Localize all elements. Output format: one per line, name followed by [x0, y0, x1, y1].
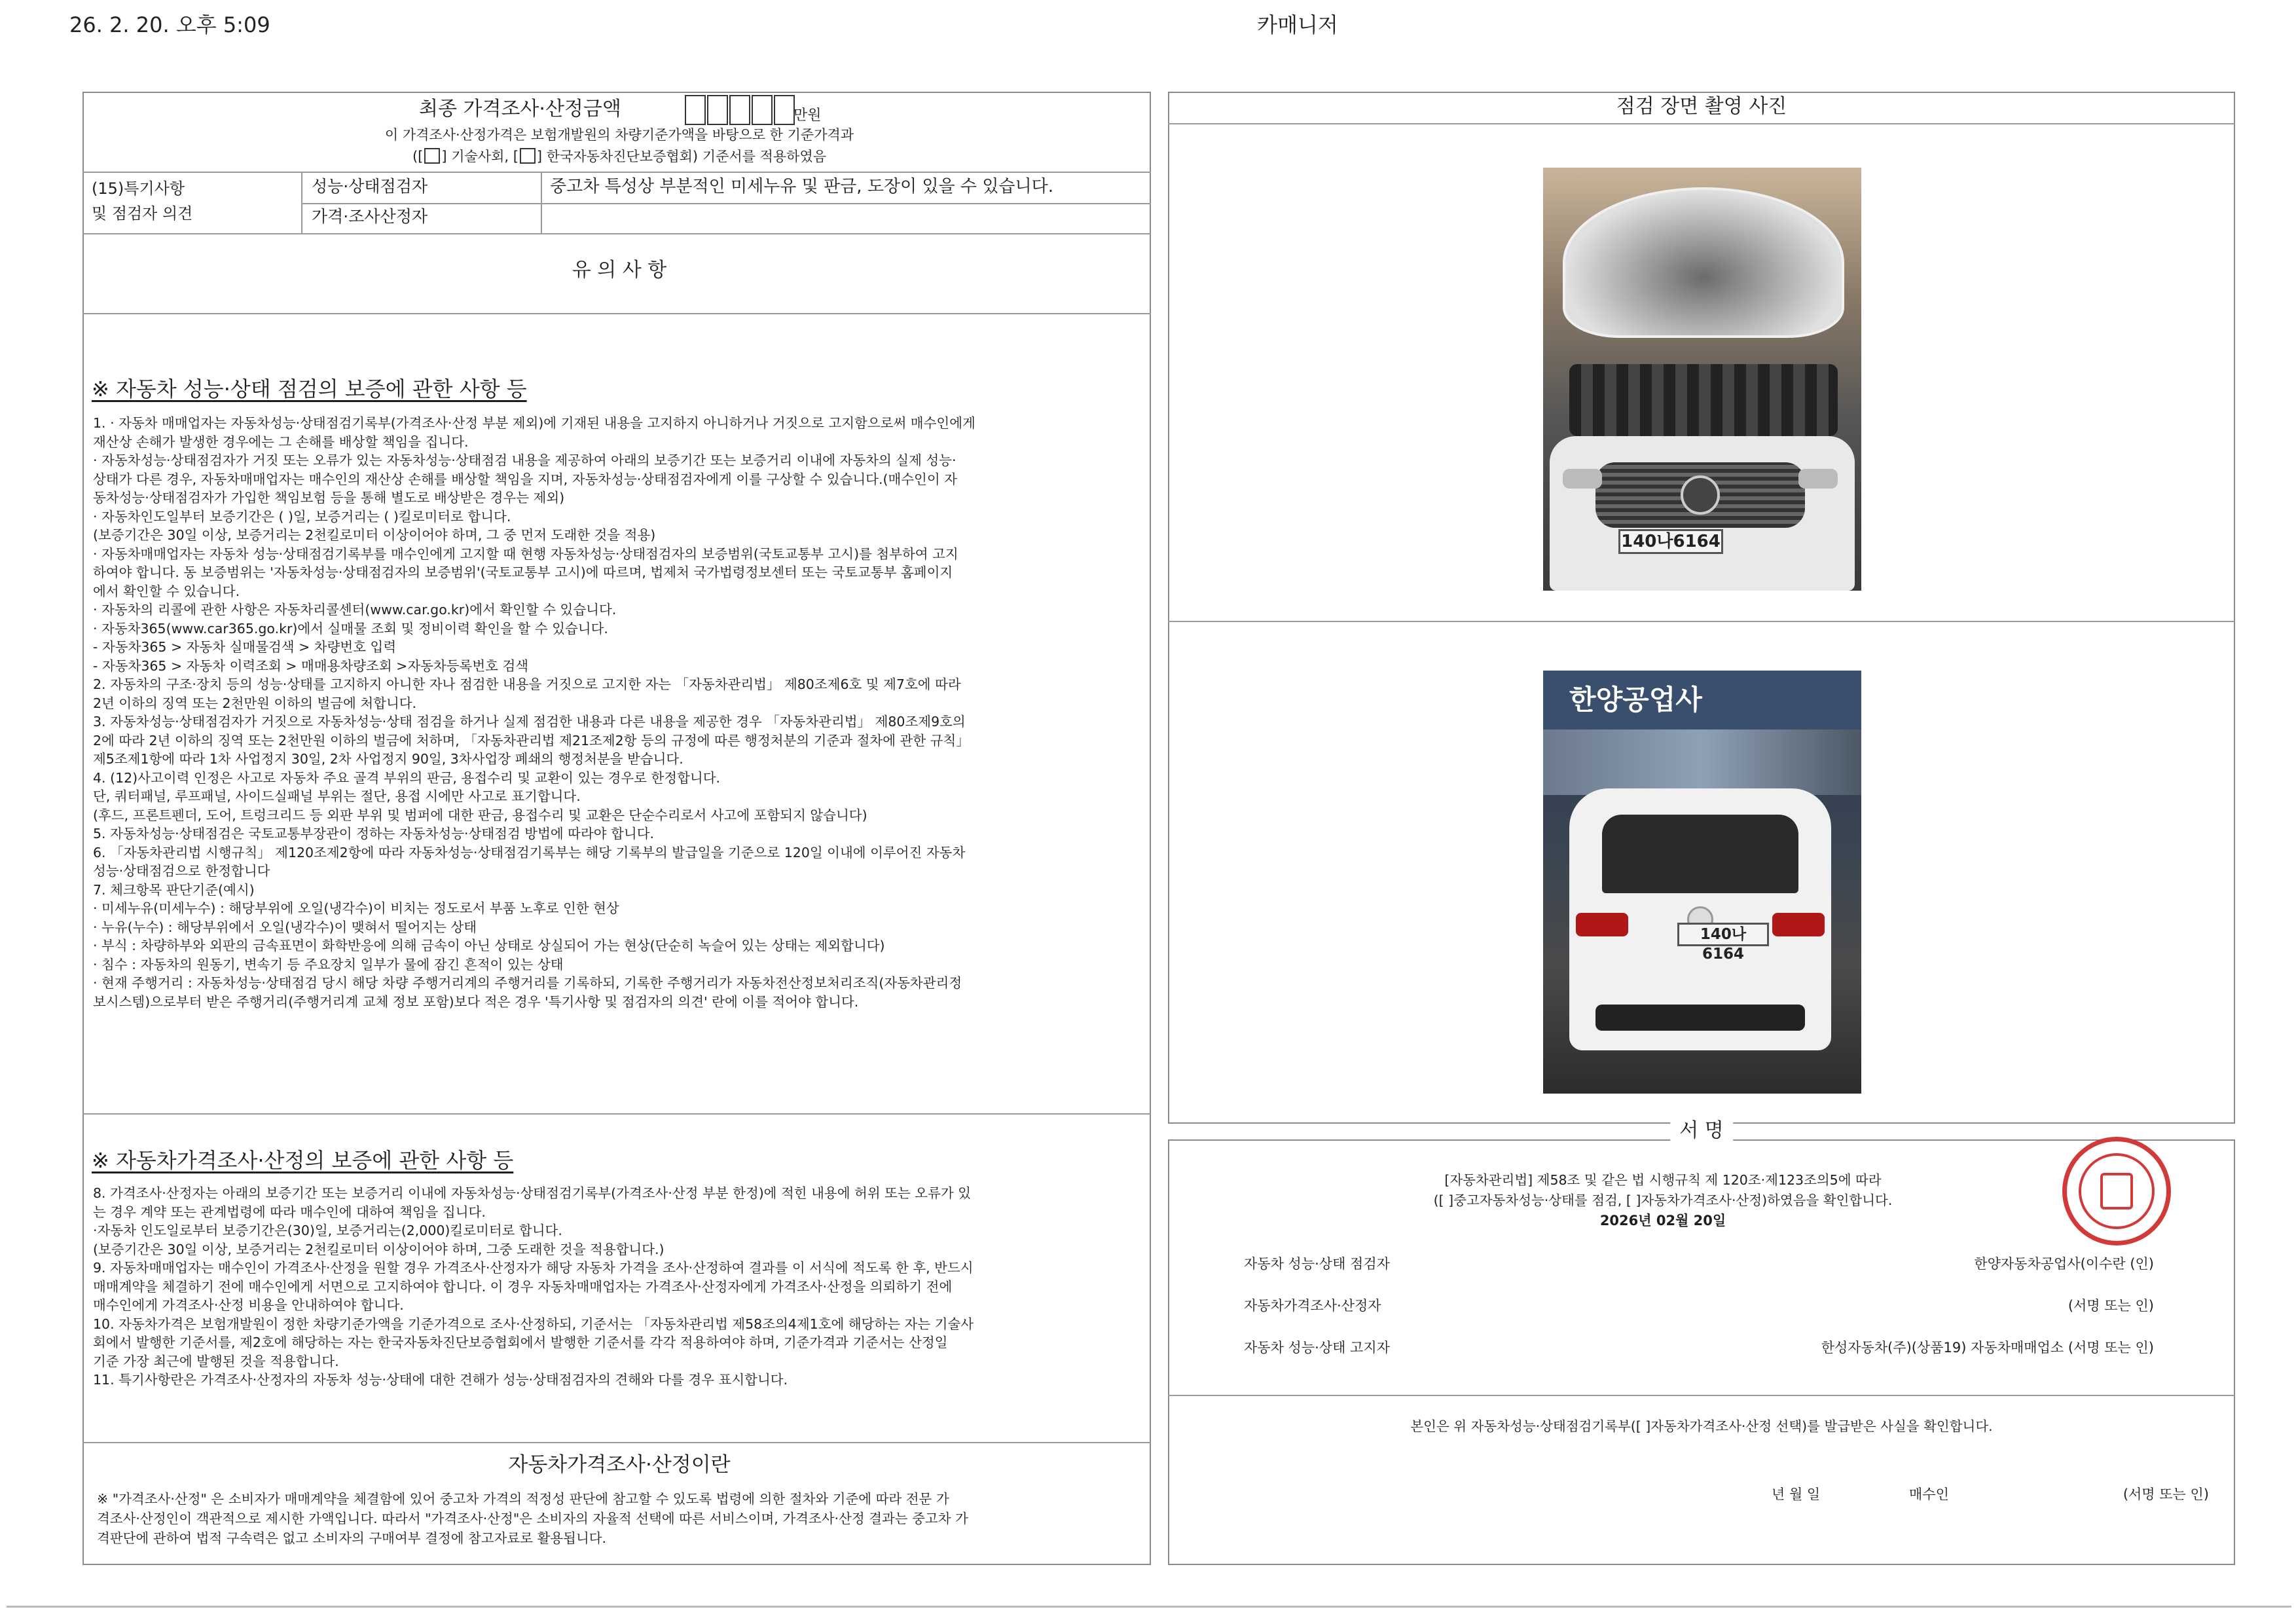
price-definition-text — [97, 1489, 1144, 1548]
headlight-right — [1798, 469, 1838, 489]
notice-line: 단, 쿼터패널, 루프패널, 사이드실패널 부위는 절단, 용접 시에만 사고로 표기합니다. — [93, 788, 581, 804]
notifier-signature: 한성자동차(주)(상품19) 자동차매매업소 (서명 또는 인) — [1821, 1340, 2154, 1356]
price-digit-box — [685, 95, 706, 125]
divider — [301, 203, 1151, 204]
section-price-list — [93, 1184, 1140, 1390]
notice-line: · 부식 : 차량하부와 외판의 금속표면이 화학반응에 의해 금속이 아닌 상태로 상실되어 가는 현상(단순히 녹슬어 있는 상태는 제외합니다) — [93, 938, 885, 953]
inspector-role: 성능·상태점검자 — [312, 177, 428, 196]
section-performance-list — [93, 414, 1140, 1011]
law-statement-1: [자동차관리법] 제58조 및 같은 법 시행규칙 제 120조·제123조의5에 따라 — [1444, 1172, 1882, 1188]
checkbox — [520, 148, 536, 164]
notice-line: 2에 따라 2년 이하의 징역 또는 2천만원 이하의 벌금에 처하며, 「자동차관리법 제21조제2항 등의 규정에 따른 행정처분의 기준과 절차에 관한 규칙」 — [93, 732, 970, 748]
price-digit-box — [707, 95, 728, 125]
price-definition-title: 자동차가격조사·산정이란 — [508, 1453, 731, 1477]
notice-line: 1. · 자동차 매매업자는 자동차성능·상태점검기록부(가격조사·산정 부분 제외)에 기재된 내용을 고지하지 아니하거나 거짓으로 고지함으로써 매수인에게 — [93, 415, 975, 431]
notice-line: (보증기간은 30일 이상, 보증거리는 2천킬로미터 이상이어야 하며, 그중 도래한 것을 적용합니다.) — [93, 1241, 665, 1257]
special-notes-label: (15)특기사항 — [92, 179, 185, 198]
divider — [82, 233, 1151, 234]
page-title: 카매니저 — [1257, 12, 1338, 37]
notice-line: 6. 「자동차관리법 시행규칙」 제120조제2항에 따라 자동차성능·상태점검기록부는 해당 기록부의 발급일을 기준으로 120일 이내에 이루어진 자동차 — [93, 844, 966, 860]
divider — [541, 172, 542, 233]
open-hood — [1563, 187, 1844, 338]
notice-line: · 누유(누수) : 해당부위에서 오일(냉각수)이 맺혀서 떨어지는 상태 — [93, 919, 477, 935]
notice-line: · 자동차매매업자는 자동차 성능·상태점검기록부를 매수인에게 고지할 때 현행 자동차성능·상태점검자의 보증범위(국토교통부 고시)를 첨부하여 고지 — [93, 545, 958, 562]
notice-line: 제5조제1항에 따라 1차 사업정지 30일, 2차 사업정지 90일, 3차사업장 폐쇄의 행정처분을 받습니다. — [93, 751, 683, 767]
engine-bay — [1569, 364, 1838, 436]
price-basis-text: 이 가격조사·산정가격은 보험개발원의 차량기준가액을 바탕으로 한 기준가격과 — [384, 127, 854, 143]
seal-stamp-icon — [2062, 1137, 2171, 1246]
notice-line: 5. 자동차성능·상태점검은 국토교통부장관이 정하는 자동차성능·상태점검 방법에 따라야 합니다. — [93, 826, 655, 841]
divider — [1168, 123, 2235, 124]
inspector-signature: 한양자동차공업사(이수란 (인) — [1974, 1256, 2154, 1272]
notice-line: 9. 자동차매매업자는 매수인이 가격조사·산정을 원할 경우 가격조사·산정자가 해당 자동차 가격을 조사·산정하여 결과를 이 서식에 적도록 한 후, 반드시 — [93, 1260, 974, 1276]
notice-title: 유 의 사 항 — [572, 259, 667, 282]
license-plate: 140나6164 — [1618, 529, 1723, 554]
car-rear — [1569, 788, 1831, 1050]
notice-line: · 현재 주행거리 : 자동차성능·상태점검 당시 해당 차량 주행거리계의 주행거리를 기록하되, 기록한 주행거리가 자동차전산정보처리조직(자동차관리정 — [93, 975, 962, 991]
price-digit-box — [752, 95, 773, 125]
notice-line: 회에서 발행한 기준서를, 제2호에 해당하는 자는 한국자동차진단보증협회에서 발행한 기준서를 각각 적용하여야 하며, 기준가격과 기준서는 산정일 — [93, 1335, 948, 1350]
appraiser-label: 자동차가격조사·산정자 — [1244, 1298, 1381, 1314]
divider — [82, 313, 1151, 314]
rear-bumper — [1595, 1005, 1805, 1031]
notice-line: 7. 체크항목 판단기준(예시) — [93, 881, 255, 898]
law-statement-2: ([ ]중고자동차성능·상태를 점검, [ ]자동차가격조사·산정)하였음을 확인합니다. — [1433, 1192, 1893, 1208]
buyer-label: 매수인 — [1909, 1486, 1949, 1502]
shop-sign: 한양공업사 — [1569, 684, 1702, 716]
notice-line: (후드, 프론트펜더, 도어, 트렁크리드 등 외판 부위 및 범퍼에 대한 판금, 용접수리 및 교환은 단순수리로서 사고에 포함되지 않습니다) — [93, 807, 867, 823]
notice-line: 2. 자동차의 구조·장치 등의 성능·상태를 고지하지 아니한 자나 점검한 내용을 거짓으로 고지한 자는 「자동차관리법」 제80조제6호 및 제7호에 따라 — [93, 676, 961, 692]
photo-section-title: 점검 장면 촬영 사진 — [1616, 95, 1787, 118]
notice-line: ·자동차 인도일로부터 보증기간은(30)일, 보증거리는(2,000)킬로미터로 합니다. — [93, 1223, 562, 1238]
headlight-left — [1563, 469, 1602, 489]
car-front — [1550, 436, 1855, 591]
notice-line: 동차성능·상태점검자가 가입한 책임보험 등을 통해 별도로 배상받은 경우는 제외) — [93, 490, 565, 506]
notice-line: 재산상 손해가 발생한 경우에는 그 손해를 배상할 책임을 집니다. — [93, 434, 469, 450]
divider — [82, 1442, 1151, 1443]
inspector-opinion: 중고차 특성상 부분적인 미세누유 및 판금, 도장이 있을 수 있습니다. — [550, 177, 1054, 196]
inspection-photo-engine — [1543, 168, 1861, 591]
notice-line: 에서 확인할 수 있습니다. — [93, 583, 240, 599]
inspection-photo-rear — [1543, 671, 1861, 1094]
special-notes-label-2: 및 점검자 의견 — [92, 204, 193, 223]
rear-window — [1602, 815, 1798, 893]
notice-line: 매매계약을 체결하기 전에 매수인에게 서면으로 고지하여야 합니다. 이 경우 자동차매매업자는 가격조사·산정자에게 가격조사·산정을 의뢰하기 전에 — [93, 1278, 953, 1295]
divider — [82, 172, 1151, 173]
inspector-label: 자동차 성능·상태 점검자 — [1244, 1256, 1390, 1272]
notice-line: · 자동차의 리콜에 관한 사항은 자동차리콜센터(www.car.go.kr)에서 확인할 수 있습니다. — [93, 602, 617, 618]
divider — [1168, 1395, 2235, 1396]
notice-line: 3. 자동차성능·상태점검자가 거짓으로 자동차성능·상태 점검을 하거나 실제 점검한 내용과 다른 내용을 제공한 경우 「자동차관리법」 제80조제9호의 — [93, 714, 966, 729]
notice-line: · 자동차인도일부터 보증기간은 ( )일, 보증거리는 ( )킬로미터로 합니다. — [93, 508, 511, 525]
section-price-title: ※ 자동차가격조사·산정의 보증에 관한 사항 등 — [92, 1148, 514, 1173]
notice-line: 는 경우 계약 또는 관계법령에 따라 매수인에 대하여 책임을 집니다. — [93, 1204, 486, 1220]
notice-line: 11. 특기사항란은 가격조사·산정자의 자동차 성능·상태에 대한 견해가 성능·상태점검자의 견해와 다를 경우 표시합니다. — [93, 1372, 788, 1388]
final-price-label: 최종 가격조사·산정금액 — [419, 98, 621, 120]
divider — [1168, 621, 2235, 622]
notice-line: 4. (12)사고이력 인정은 사고로 자동차 주요 골격 부위의 판금, 용접수리 및 교환이 있는 경우로 한정합니다. — [93, 769, 721, 786]
notice-line: 기준 가장 최근에 발행된 것을 적용합니다. — [93, 1353, 339, 1369]
page-bottom-edge — [7, 1606, 2291, 1608]
notice-line: 10. 자동차가격은 보험개발원이 정한 차량기준가액을 기준가격으로 조사·산정하되, 기준서는 「자동차관리법 제58조의4제1호에 해당하는 자는 기술사 — [93, 1316, 974, 1332]
checkbox — [424, 148, 440, 164]
price-digit-box — [774, 95, 795, 125]
buyer-confirm-statement: 본인은 위 자동차성능·상태점검기록부([ ]자동차가격조사·산정 선택)를 발급받은 사실을 확인합니다. — [1410, 1418, 1993, 1434]
notice-line: 보시스템)으로부터 받은 주행거리(주행거리계 교체 정보 포함)보다 적은 경우 '특기사항 및 점검자의 의견' 란에 이를 적어야 합니다. — [93, 993, 859, 1010]
shop-interior — [1543, 729, 1861, 795]
divider — [82, 1113, 1151, 1115]
notice-line: 매수인에게 가격조사·산정 비용을 안내하여야 합니다. — [93, 1297, 404, 1313]
notifier-label: 자동차 성능·상태 고지자 — [1244, 1340, 1390, 1356]
notice-line: 하여야 합니다. 동 보증범위는 '자동차성능·상태점검자의 보증범위'(국토교통부 고시)에 따르며, 법제처 국가법령정보센터 또는 국토교통부 홈페이지 — [93, 564, 953, 580]
definition-line: 격판단에 관하여 법적 구속력은 없고 소비자의 구매여부 결정에 참고자료로 활용됩니다. — [97, 1530, 607, 1546]
buyer-signature: (서명 또는 인) — [2123, 1486, 2209, 1502]
notice-line: · 자동차365(www.car365.go.kr)에서 실매물 조회 및 정비이력 확인을 할 수 있습니다. — [93, 620, 608, 637]
sign-date: 2026년 02월 20일 — [1599, 1213, 1726, 1228]
taillight-left — [1576, 913, 1628, 936]
definition-line: ※ "가격조사·산정" 은 소비자가 매매계약을 체결함에 있어 중고차 가격의 적정성 판단에 참고할 수 있도록 법령에 의한 절차와 기준에 따라 전문 가 — [97, 1491, 949, 1507]
section-performance-title: ※ 자동차 성능·상태 점검의 보증에 관한 사항 등 — [92, 377, 527, 401]
taillight-right — [1772, 913, 1825, 936]
definition-line: 격조사·산정인이 객관적으로 제시한 가액입니다. 따라서 "가격조사·산정"은 소비자의 자율적 선택에 따른 서비스이며, 가격조사·산정 결과는 중고차 가 — [97, 1511, 968, 1526]
seal-inner-ring — [2079, 1153, 2155, 1229]
signature-title: 서 명 — [1670, 1121, 1733, 1141]
notice-line: · 침수 : 자동차의 원동기, 변속기 등 주요장치 일부가 물에 잠긴 흔적이 있는 상태 — [93, 956, 564, 972]
notice-line: 8. 가격조사·산정자는 아래의 보증기간 또는 보증거리 이내에 자동차성능·상태점검기록부(가격조사·산정 부분 한정)에 적힌 내용에 허위 또는 오류가 있 — [93, 1185, 972, 1201]
notice-line: - 자동차365 > 자동차 이력조회 > 매매용차량조회 >자동차등록번호 검색 — [93, 657, 529, 674]
license-plate: 140나6164 — [1677, 923, 1769, 946]
notice-line: · 미세누유(미세누수) : 해당부위에 오일(냉각수)이 비치는 정도로서 부품 노후로 인한 현상 — [93, 900, 619, 916]
price-unit: 만원 — [793, 107, 822, 124]
notice-line: - 자동차365 > 자동차 실매물검색 > 차량번호 입력 — [93, 639, 397, 655]
notice-line: (보증기간은 30일 이상, 보증거리는 2천킬로미터 이상이어야 하며, 그 중 먼저 도래한 것을 적용) — [93, 527, 656, 543]
brand-logo-icon — [1681, 475, 1720, 515]
print-timestamp: 26. 2. 20. 오후 5:09 — [69, 12, 270, 37]
notice-line: 상태가 다른 경우, 자동차매매업자는 매수인의 재산상 손해를 배상할 책임을 지며, 자동차성능·상태점검자에게 이를 구상할 수 있습니다.(매수인이 자 — [93, 471, 957, 487]
price-standard-text: ([ ] 기술사회, [ ] 한국자동차진단보증협회) 기준서를 적용하였음 — [412, 149, 827, 164]
seal-center-mark — [2100, 1173, 2133, 1209]
price-digit-box — [729, 95, 750, 125]
notice-line: 성능·상태점검으로 한정합니다 — [93, 863, 270, 879]
divider — [301, 172, 302, 233]
buyer-date: 년 월 일 — [1772, 1486, 1821, 1502]
notice-line: · 자동차성능·상태점검자가 거짓 또는 오류가 있는 자동차성능·상태점검 내용을 제공하여 아래의 보증기간 또는 보증거리 이내에 자동차의 실제 성능· — [93, 452, 957, 468]
notice-line: 2년 이하의 징역 또는 2천만원 이하의 벌금에 처합니다. — [93, 695, 417, 711]
appraiser-role: 가격·조사산정자 — [312, 207, 428, 226]
appraiser-signature: (서명 또는 인) — [2068, 1298, 2154, 1314]
